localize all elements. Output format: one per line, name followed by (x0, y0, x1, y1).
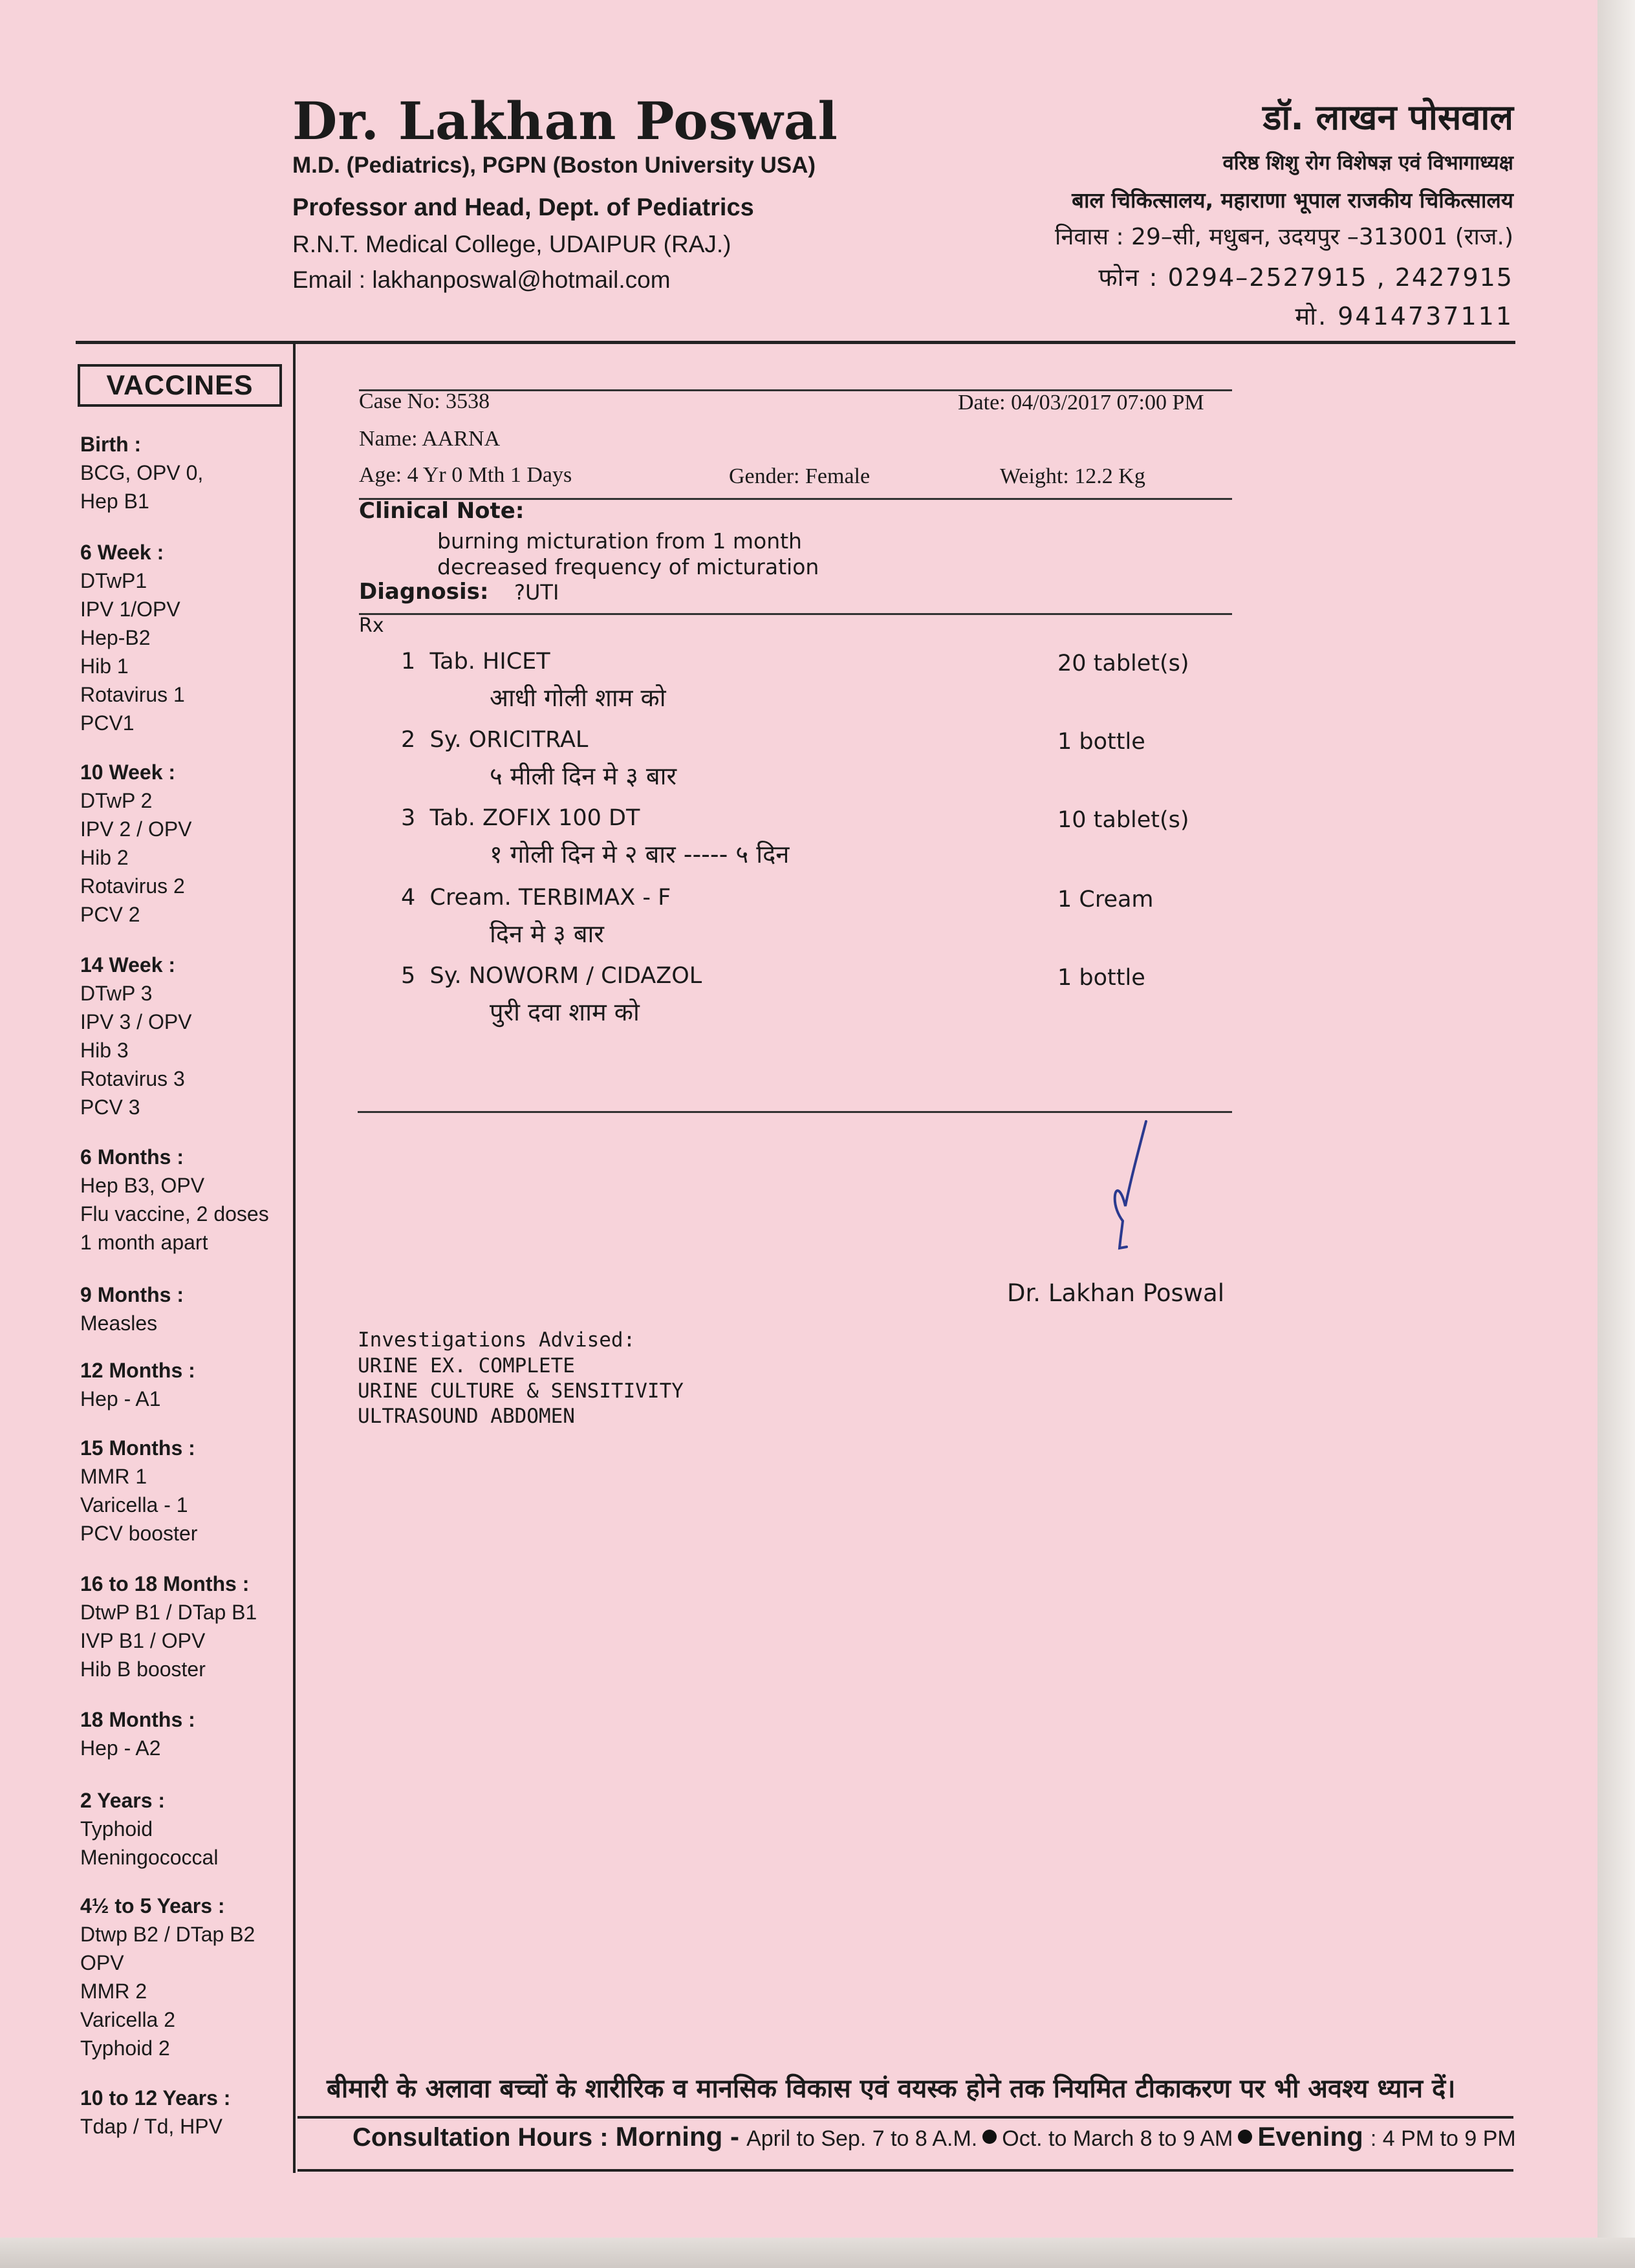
vaccine-group-title: 4½ to 5 Years : (80, 1894, 225, 1917)
vaccine-group-10-12-years (80, 2084, 230, 2141)
vaccine-item: MMR 2 (80, 1980, 147, 2003)
vaccine-item: Rotavirus 1 (80, 683, 185, 706)
vaccine-item: Tdap / Td, HPV (80, 2115, 222, 2138)
vaccine-group-title: 9 Months : (80, 1283, 184, 1306)
rx-item-number: 2 (401, 727, 416, 753)
patient-gender: Gender: Female (729, 464, 871, 488)
rx-item-number: 4 (401, 885, 416, 911)
oct-march-hours: Oct. to March 8 to 9 AM (1002, 2126, 1233, 2151)
rx-item-qty: 1 bottle (1057, 965, 1145, 991)
vaccination-advice-hindi: बीमारी के अलावा बच्चों के शारीरिक व मानसिक विकास एवं वयस्क होने तक नियमित टीकाकरण पर भी अवश्य ध्यान दें। (327, 2074, 1456, 2104)
rx-item-name: Tab. ZOFIX 100 DT (429, 805, 640, 831)
clinical-note-line: decreased frequency of micturation (437, 554, 819, 579)
vaccine-group-6-months (80, 1143, 269, 1257)
investigation-item: URINE CULTURE & SENSITIVITY (358, 1379, 684, 1403)
vaccine-item: MMR 1 (80, 1465, 147, 1488)
vaccine-item: PCV1 (80, 711, 135, 735)
rx-item-name: Cream. TERBIMAX - F (429, 885, 671, 911)
vaccine-item: DTwP 3 (80, 982, 153, 1005)
vaccine-group-title: 10 to 12 Years : (80, 2086, 231, 2110)
page-bottom-edge (0, 2238, 1635, 2268)
consultation-label: Consultation Hours : (352, 2123, 609, 2152)
vaccine-item: Rotavirus 3 (80, 1067, 185, 1090)
header-rule (76, 341, 1515, 344)
vaccine-group-16-18-months (80, 1570, 257, 1683)
page-edge (1597, 0, 1635, 2268)
case-number: Case No: 3538 (359, 389, 490, 413)
rx-item-instruction: दिन मे ३ बार (490, 920, 604, 948)
rx-item-instruction: पुरी दवा शाम को (490, 998, 640, 1026)
patient-weight: Weight: 12.2 Kg (1000, 464, 1145, 488)
residence-hindi: निवास : 29–सी, मधुबन, उदयपुर –313001 (राज.) (1055, 224, 1513, 250)
vaccine-item: PCV booster (80, 1522, 198, 1545)
vaccine-item: Hep-B2 (80, 626, 151, 649)
vaccine-item: Varicella 2 (80, 2008, 176, 2031)
vaccine-item: Typhoid (80, 1817, 153, 1841)
rx-item-5 (401, 963, 702, 989)
position: Professor and Head, Dept. of Pediatrics (292, 194, 754, 221)
rx-item-instruction: आधी गोली शाम को (490, 684, 666, 712)
vaccine-item: Hib B booster (80, 1658, 206, 1681)
vaccine-item: IPV 2 / OPV (80, 817, 192, 841)
vaccines-heading: VACCINES (78, 364, 282, 407)
vaccine-group-title: 6 Months : (80, 1145, 184, 1169)
investigation-item: ULTRASOUND ABDOMEN (358, 1405, 575, 1428)
vaccine-group-title: Birth : (80, 433, 142, 456)
evening-hours: : 4 PM to 9 PM (1370, 2126, 1516, 2151)
rx-item-number: 1 (401, 649, 416, 675)
vaccine-item: IPV 3 / OPV (80, 1010, 192, 1033)
patient-name: Name: AARNA (359, 427, 501, 451)
email: Email : lakhanposwal@hotmail.com (292, 266, 671, 293)
patient-age: Age: 4 Yr 0 Mth 1 Days (359, 463, 572, 487)
vaccine-item: Hib 2 (80, 846, 129, 869)
footer-rule-bottom (298, 2169, 1513, 2172)
phone-hindi: फोन : 0294–2527915 , 2427915 (1098, 263, 1513, 292)
rx-item-instruction: १ गोली दिन मे २ बार ----- ५ दिन (490, 840, 790, 869)
rx-item-2 (401, 727, 588, 753)
vaccine-group-title: 15 Months : (80, 1436, 195, 1460)
diagnosis-label: Diagnosis: (359, 579, 489, 605)
footer-rule (298, 2116, 1513, 2119)
vaccine-item: Rotavirus 2 (80, 874, 185, 898)
vaccine-item: Dtwp B2 / DTap B2 (80, 1923, 255, 1946)
rx-item-qty: 1 Cream (1057, 887, 1154, 913)
vaccine-item: Hep B1 (80, 490, 149, 513)
vaccine-item: Hep - A1 (80, 1387, 161, 1410)
rx-item-name: Sy. ORICITRAL (429, 727, 589, 753)
investigations-label: Investigations Advised: (358, 1328, 636, 1352)
vaccine-group-6-week (80, 538, 185, 737)
rx-item-number: 3 (401, 805, 416, 831)
consultation-hours (352, 2121, 1516, 2152)
rx-item-3 (401, 805, 640, 831)
vaccine-item: DTwP1 (80, 569, 147, 592)
sidebar-divider (293, 344, 296, 2173)
signature-name: Dr. Lakhan Poswal (1007, 1279, 1224, 1307)
rx-item-number: 5 (401, 963, 416, 989)
vaccine-item: Hep - A2 (80, 1736, 161, 1760)
vaccine-item: IVP B1 / OPV (80, 1629, 206, 1652)
doctor-name-english: Dr. Lakhan Poswal (292, 91, 838, 151)
vaccine-item: Varicella - 1 (80, 1493, 188, 1517)
vaccine-group-title: 16 to 18 Months : (80, 1572, 250, 1595)
evening-label: Evening (1257, 2121, 1363, 2152)
college: R.N.T. Medical College, UDAIPUR (RAJ.) (292, 231, 731, 257)
rx-item-name: Tab. HICET (429, 649, 550, 675)
vaccine-group-10-week (80, 758, 192, 929)
visit-date: Date: 04/03/2017 07:00 PM (958, 391, 1204, 415)
vaccine-group-14-week (80, 951, 192, 1121)
rx-item-4 (401, 885, 671, 911)
rx-item-qty: 10 tablet(s) (1057, 807, 1189, 833)
rx-item-1 (401, 649, 550, 675)
clinical-note-label: Clinical Note: (359, 498, 525, 524)
vaccine-item: IPV 1/OPV (80, 598, 180, 621)
vaccine-group-title: 6 Week : (80, 541, 164, 564)
vaccine-item: 1 month apart (80, 1231, 208, 1254)
vaccine-item: Flu vaccine, 2 doses (80, 1202, 269, 1226)
rx-item-qty: 20 tablet(s) (1057, 651, 1189, 676)
vaccine-item: PCV 3 (80, 1096, 140, 1119)
bullet-dot (982, 2130, 997, 2144)
designation-hindi: वरिष्ठ शिशु रोग विशेषज्ञ एवं विभागाध्यक्ष (1222, 151, 1513, 175)
rx-end-rule (358, 1111, 1232, 1113)
diagnosis-value: ?UTI (514, 580, 559, 605)
vaccine-group-15-months (80, 1434, 197, 1548)
vaccine-item: DTwP 2 (80, 789, 153, 812)
vaccine-item: Hib 3 (80, 1039, 129, 1062)
vaccine-group-9-months (80, 1280, 184, 1337)
vaccine-group-title: 12 Months : (80, 1359, 195, 1382)
qualification: M.D. (Pediatrics), PGPN (Boston University USA) (292, 153, 816, 178)
morning-label: Morning - (615, 2121, 739, 2152)
vaccine-item: Hep B3, OPV (80, 1174, 205, 1197)
vaccine-item: OPV (80, 1951, 124, 1974)
mobile-hindi: मो. 9414737111 (1295, 302, 1513, 330)
vaccine-item: BCG, OPV 0, (80, 461, 204, 484)
hospital-hindi: बाल चिकित्सालय, महाराणा भूपाल राजकीय चिकित्सालय (1072, 188, 1513, 213)
vaccine-group-title: 14 Week : (80, 953, 176, 977)
vaccine-item: PCV 2 (80, 903, 140, 926)
investigation-item: URINE EX. COMPLETE (358, 1354, 575, 1377)
vaccine-group-birth (80, 430, 203, 515)
diagnosis-rule (359, 613, 1232, 615)
vaccine-group-title: 2 Years : (80, 1789, 166, 1812)
vaccine-item: Typhoid 2 (80, 2036, 170, 2060)
rx-label: Rx (359, 614, 384, 637)
vaccine-item: DtwP B1 / DTap B1 (80, 1601, 257, 1624)
vaccine-group-4-5-years (80, 1892, 255, 2062)
vaccine-group-12-months (80, 1356, 195, 1413)
vaccine-item: Hib 1 (80, 654, 129, 678)
vaccine-item: Meningococcal (80, 1846, 219, 1869)
vaccine-group-18-months (80, 1705, 195, 1762)
signature-mark (1093, 1119, 1164, 1255)
rx-item-qty: 1 bottle (1057, 729, 1145, 755)
clinical-note-line: burning micturation from 1 month (437, 528, 802, 554)
vaccine-item: Measles (80, 1312, 158, 1335)
bullet-dot (1238, 2130, 1252, 2144)
vaccine-group-title: 18 Months : (80, 1708, 195, 1731)
morning-hours: April to Sep. 7 to 8 A.M. (746, 2126, 978, 2151)
doctor-name-hindi: डॉ. लाखन पोसवाल (1262, 97, 1513, 138)
vaccine-group-title: 10 Week : (80, 761, 176, 784)
rx-item-instruction: ५ मीली दिन मे ३ बार (490, 762, 677, 790)
rx-item-name: Sy. NOWORM / CIDAZOL (429, 963, 702, 989)
vaccine-group-2-years (80, 1786, 218, 1872)
